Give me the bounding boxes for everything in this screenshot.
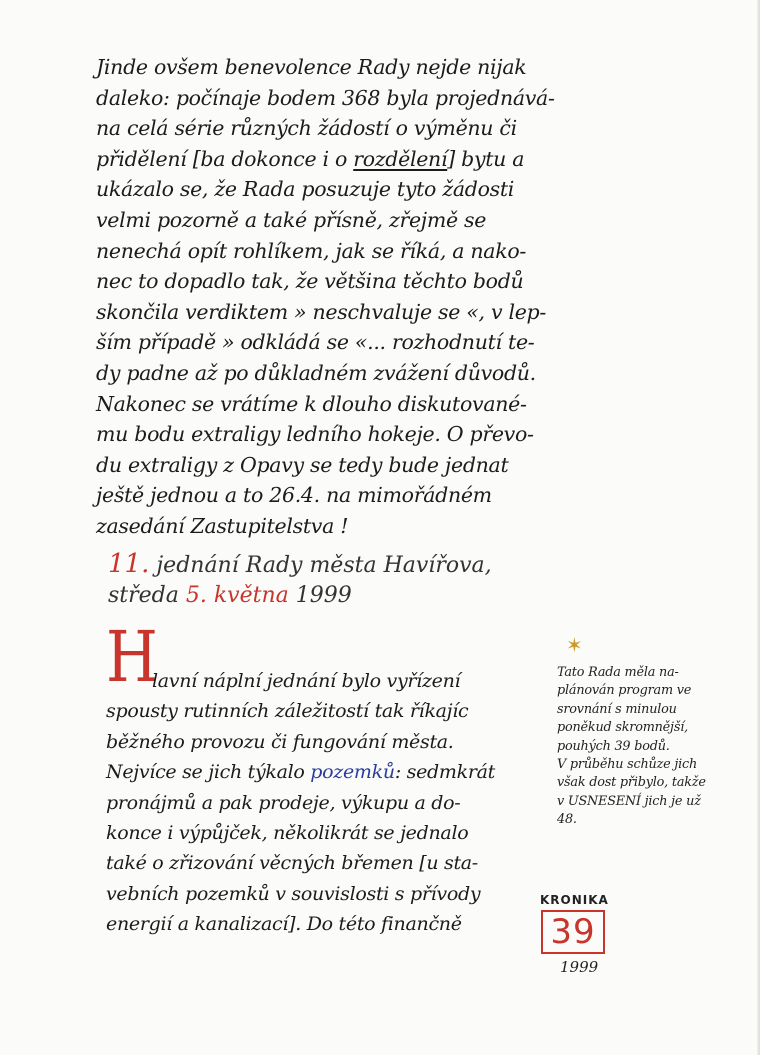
text-line: ukázalo se, že Rada posuzuje tyto žádosti [96, 177, 515, 202]
heading-line-2 [108, 580, 508, 612]
top-paragraph [96, 52, 556, 542]
text-line: dy padne až po důkladném zvážení důvodů. [96, 360, 536, 385]
text-segment: : sedmkrát [394, 761, 495, 784]
session-number: 11. [108, 549, 150, 579]
text-line: nenechá opít rohlíkem, jak se říká, a nako- [96, 238, 527, 263]
session-heading [108, 548, 508, 612]
text-line: du extraligy z Opavy se tedy bude jednat [96, 452, 509, 477]
note-line: poněkud skromnější, [557, 720, 688, 736]
heading-year: 1999 [288, 583, 352, 608]
text-line: konce i výpůjček, několikrát se jednalo [106, 821, 469, 844]
highlighted-word: pozemků [310, 761, 395, 784]
heading-weekday: středa [108, 583, 186, 608]
note-line: 48. [557, 812, 577, 828]
text-line: skončila verdiktem » neschvaluje se «, v lep- [96, 299, 547, 324]
note-line: však dost přibylo, takže [557, 775, 706, 791]
note-line: srovnání s minulou [557, 701, 677, 717]
text-line: energií a kanalizací]. Do této finančně [106, 913, 462, 936]
drop-cap: H [106, 616, 158, 698]
main-paragraph [106, 628, 546, 940]
note-line: pouhých 39 bodů. [557, 738, 670, 754]
note-line: plánován program ve [557, 683, 692, 699]
text-line: ještě jednou a to 26.4. na mimořádném [96, 483, 492, 508]
note-marker-icon: ✶ [566, 633, 583, 657]
text-line: Nakonec se vrátíme k dlouho diskutované- [96, 391, 527, 416]
text-line: také o zřizování věcných břemen [u sta- [106, 852, 478, 875]
text-line: zasedání Zastupitelstva ! [96, 513, 349, 538]
text-line: běžného provozu či fungování města. [106, 730, 454, 753]
text-line: mu bodu extraligy ledního hokeje. O převo- [96, 422, 534, 447]
text-segment: ] bytu a [447, 146, 525, 171]
text-line: na celá série různých žádostí o výměnu či [96, 116, 517, 141]
text-line: Jinde ovšem benevolence Rady nejde nijak [96, 55, 527, 79]
underlined-word: rozdělení [353, 146, 448, 171]
heading-line-1 [108, 548, 508, 580]
text-line: daleko: počínaje bodem 368 byla projednává- [96, 85, 555, 110]
text-line: spousty rutinních záležitostí tak říkajíc [106, 700, 469, 723]
text-line: vebních pozemků v souvislosti s přívody [106, 882, 481, 905]
kronika-label: KRONIKA [540, 893, 609, 907]
text-line: lavní náplní jednání bylo vyřízení [152, 670, 461, 692]
text-line: velmi pozorně a také přísně, zřejmě se [96, 207, 487, 232]
text-line: ším případě » odkládá se «... rozhodnutí te- [96, 330, 535, 355]
note-line: V průběhu schůze jich [557, 756, 698, 772]
text-segment: Nejvíce se jich týkalo [106, 761, 311, 784]
page-number-box [541, 910, 605, 954]
text-line [96, 144, 556, 175]
heading-title: jednání Rady města Havířova, [149, 553, 492, 578]
side-note [557, 664, 737, 830]
text-line: nec to dopadlo tak, že většina těchto bodů [96, 269, 524, 294]
heading-date: 5. května [185, 583, 289, 608]
text-line [106, 757, 546, 787]
note-line: v USNESENÍ jich je už [557, 793, 701, 809]
text-segment: přidělení [ba dokonce i o [96, 146, 354, 171]
note-line: Tato Rada měla na- [557, 665, 679, 680]
page-number: 39 [550, 912, 596, 952]
text-line: pronájmů a pak prodeje, výkupu a do- [106, 791, 461, 814]
footer-year: 1999 [560, 958, 599, 976]
